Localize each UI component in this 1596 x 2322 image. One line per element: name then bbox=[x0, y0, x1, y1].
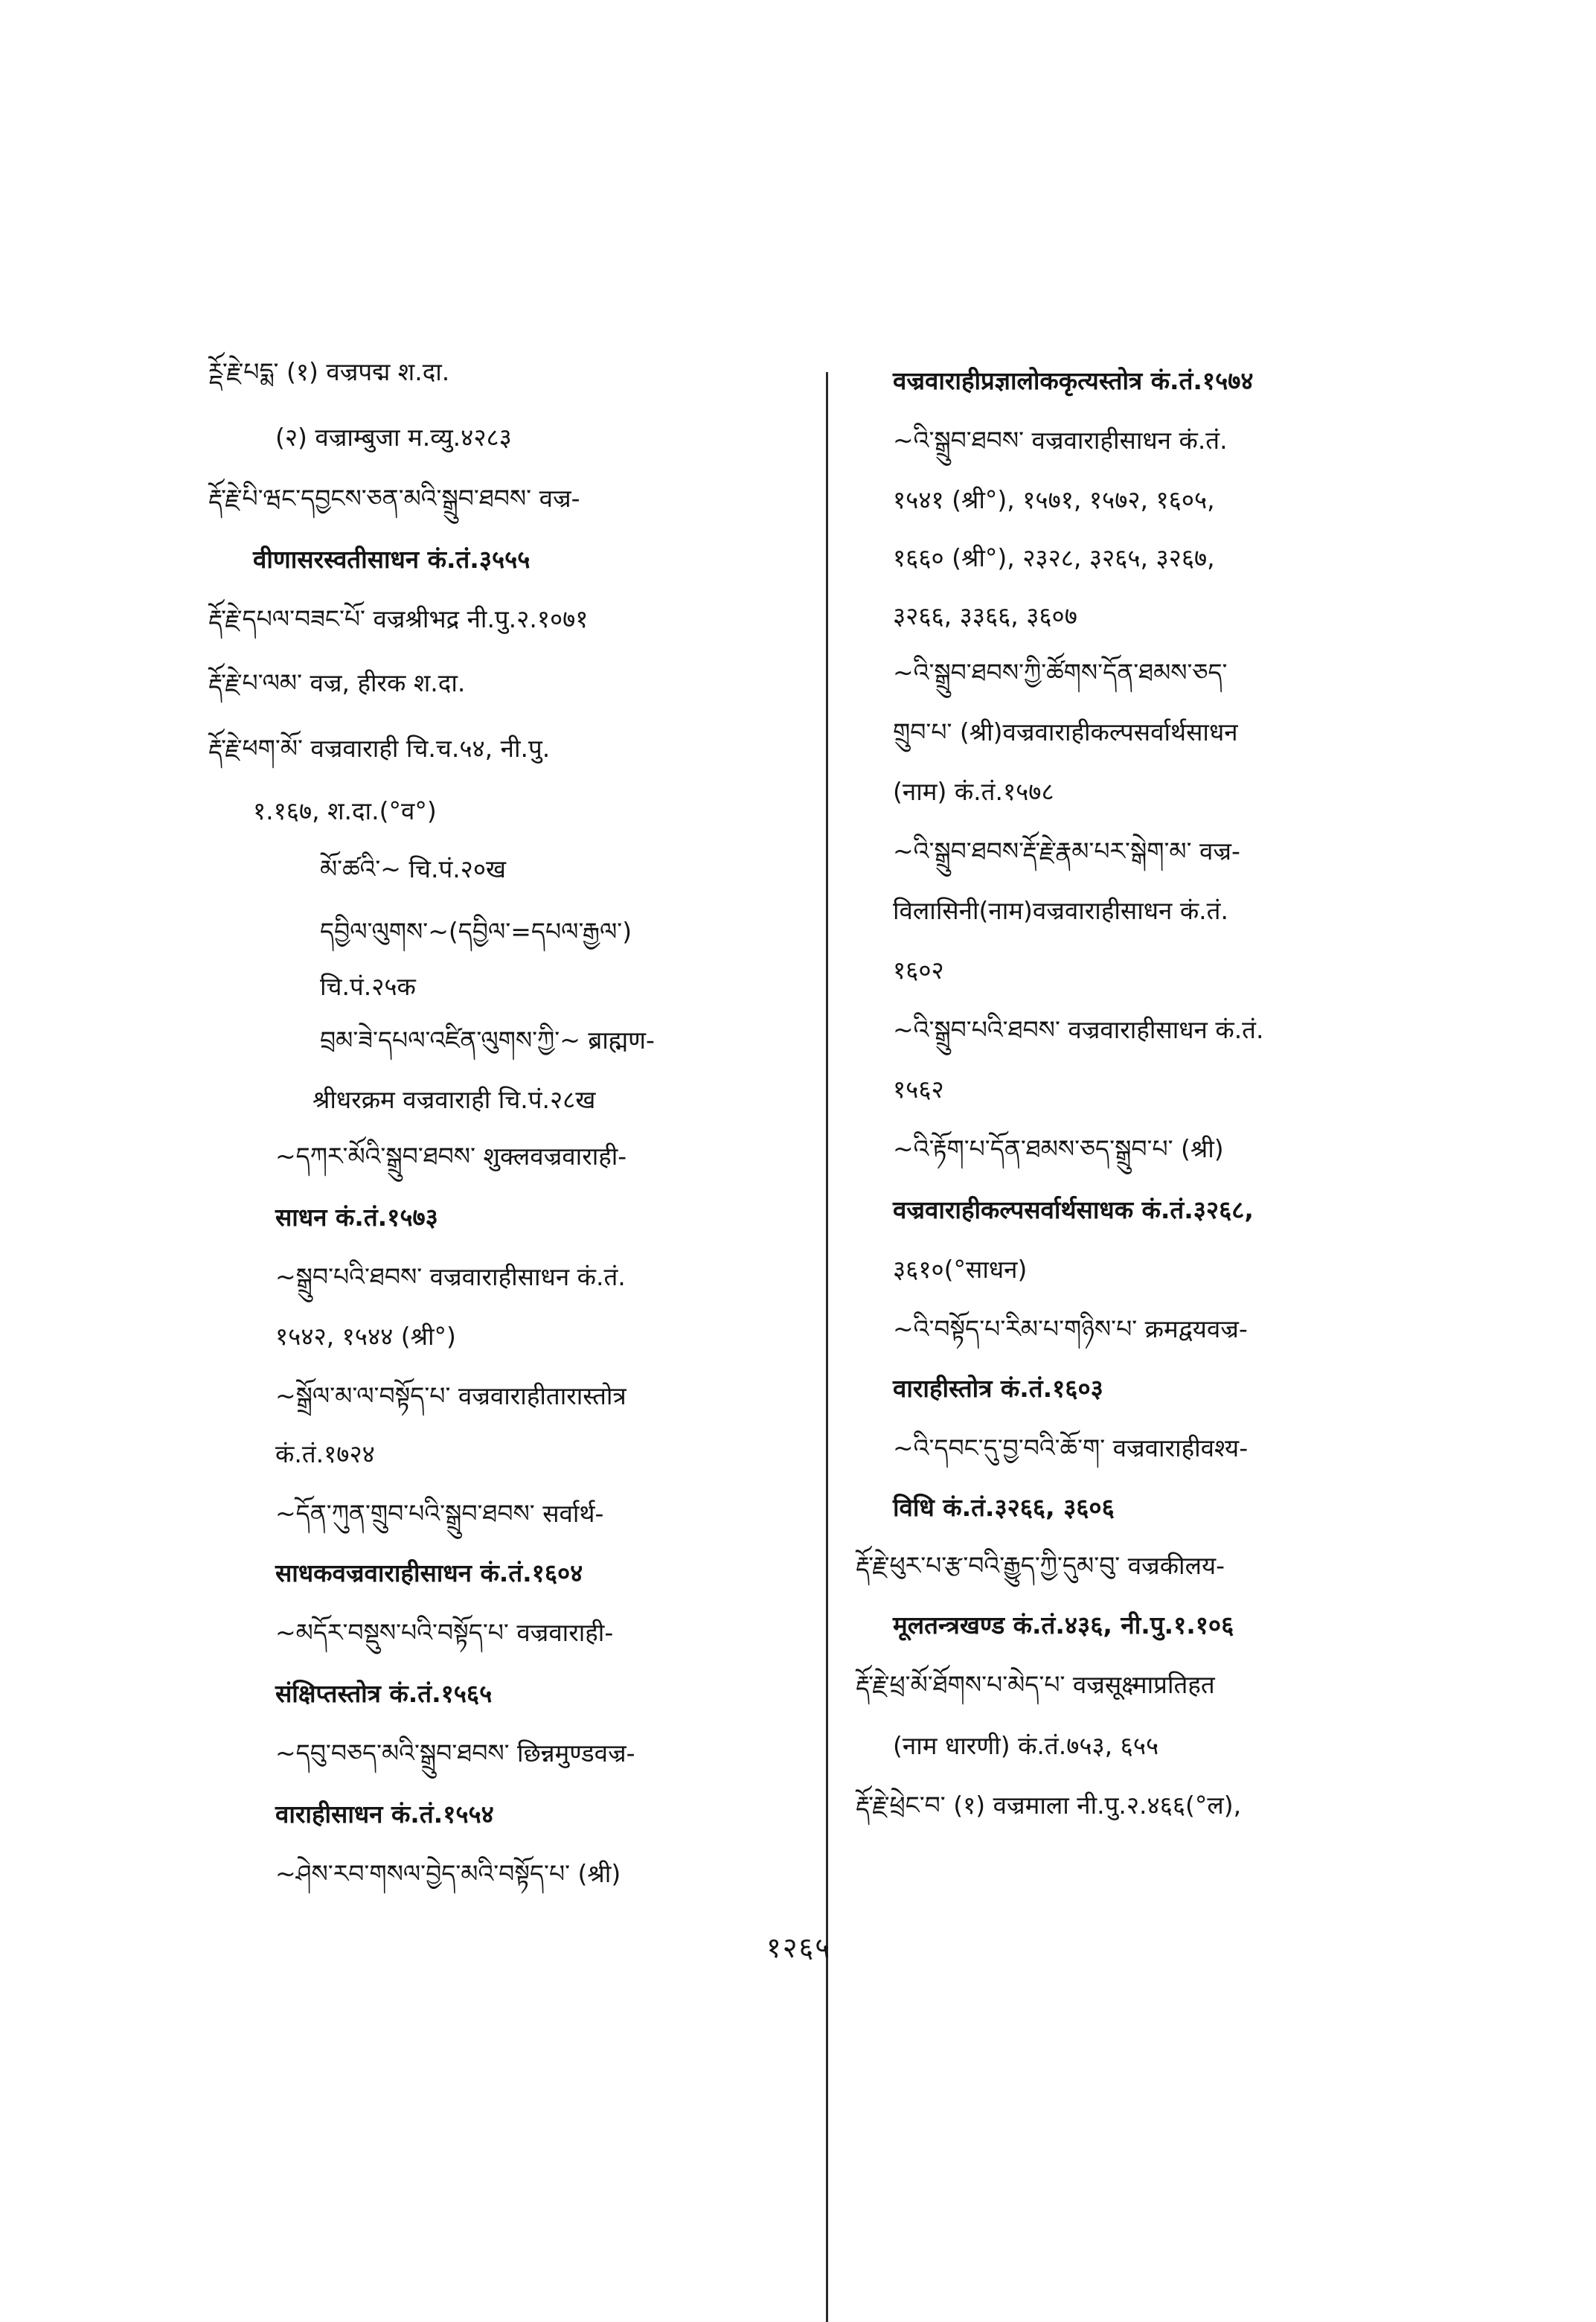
entry-line: वाराहीस्तोत्र कं.तं.१६०३ bbox=[893, 1374, 1103, 1403]
entry-line: ~སྒྲུབ་པའི་ཐབས་ वज्रवाराहीसाधन कं.तं. bbox=[275, 1262, 626, 1291]
column-divider bbox=[826, 372, 828, 2322]
entry-line: १.१६७, श.दा.(°व°) bbox=[253, 796, 437, 825]
entry-line: ~འི་སྒྲུབ་པའི་ཐབས་ वज्रवाराहीसाधन कं.तं. bbox=[893, 1015, 1264, 1044]
entry-line: साधकवज्रवाराहीसाधन कं.तं.१६०४ bbox=[275, 1558, 583, 1587]
entry-line: विलासिनी(नाम)वज्रवाराहीसाधन कं.तं. bbox=[893, 896, 1228, 925]
entry-line: ~འི་བསྟོད་པ་རིམ་པ་གཉིས་པ་ क्रमद्वयवज्र- bbox=[893, 1314, 1248, 1343]
entry-line: विधि कं.तं.३२६६, ३६०६ bbox=[893, 1493, 1115, 1522]
entry-line: རྡོ་རྗེ་ཕག་མོ་ वज्रवाराही चि.च.५४, नी.पु. bbox=[208, 734, 551, 763]
entry-line: རྡོ་རྗེ་དཔལ་བཟང་པོ་ वज्रश्रीभद्र नी.पु.२.१०७१ bbox=[208, 604, 589, 633]
entry-line: གྲུབ་པ་ (श्री)वज्रवाराहीकल्पसर्वार्थसाधन bbox=[893, 717, 1238, 746]
entry-line: ~དོན་ཀུན་གྲུབ་པའི་སྒྲུབ་ཐབས་ सर्वार्थ- bbox=[275, 1499, 604, 1528]
entry-line: ~འི་སྒྲུབ་ཐབས་ वज्रवाराहीसाधन कं.तं. bbox=[893, 426, 1228, 455]
entry-line: རྡོ་རྗེ་པི་ཝང་དབྱངས་ཅན་མའི་སྒྲུབ་ཐབས་ वज्र- bbox=[208, 484, 580, 513]
entry-line: वज्रवाराहीप्रज्ञालोककृत्यस्तोत्र कं.तं.१५७४ bbox=[893, 366, 1254, 395]
entry-line: ~ཤེས་རབ་གསལ་བྱེད་མའི་བསྟོད་པ་ (श्री) bbox=[275, 1859, 621, 1888]
entry-line: རྡོ་རྗེ་ཕུར་པ་རྩ་བའི་རྒྱུད་ཀྱི་དུམ་བུ་ वज्रकीलय- bbox=[856, 1551, 1225, 1580]
entry-line: ~མདོར་བསྡུས་པའི་བསྟོད་པ་ वज्रवाराही- bbox=[275, 1618, 614, 1647]
entry-line: संक्षिप्तस्तोत्र कं.तं.१५६५ bbox=[275, 1679, 493, 1708]
entry-line: ३२६६, ३३६६, ३६०७ bbox=[893, 601, 1077, 630]
entry-line: १५४१ (श्री°), १५७१, १५७२, १६०५, bbox=[893, 485, 1215, 514]
entry-line: कं.तं.१७२४ bbox=[275, 1439, 375, 1468]
entry-line: བྲམ་ཟེ་དཔལ་འཛིན་ལུགས་ཀྱི་~ ब्राह्मण- bbox=[320, 1026, 655, 1055]
entry-line: དབྱིལ་ལུགས་~(དབྱིལ་=དཔལ་རྒྱལ་) bbox=[320, 917, 632, 946]
entry-line: རྡོ་རྗེ་ཕྲེང་བ་ (१) वज्रमाला नी.पु.२.४६६(°ल), bbox=[856, 1791, 1242, 1820]
entry-line: साधन कं.तं.१५७३ bbox=[275, 1203, 438, 1232]
entry-line: ~འི་རྟོག་པ་དོན་ཐམས་ཅད་སྒྲུབ་པ་ (श्री) bbox=[893, 1134, 1224, 1163]
entry-line: ३६१०(°साधन) bbox=[893, 1255, 1028, 1284]
entry-line: श्रीधरक्रम वज्रवाराही चि.पं.२८ख bbox=[313, 1085, 596, 1114]
entry-line: (२) वज्राम्बुजा म.व्यु.४२८३ bbox=[275, 423, 512, 452]
page-number: १२६५ bbox=[766, 1931, 832, 1964]
entry-line: ~སྒྲོལ་མ་ལ་བསྟོད་པ་ वज्रवाराहीतारास्तोत्र bbox=[275, 1381, 626, 1410]
entry-line: १५४२, १५४४ (श्री°) bbox=[275, 1322, 456, 1351]
entry-line: वाराहीसाधन कं.तं.१५५४ bbox=[275, 1800, 494, 1829]
entry-line: वज्रवाराहीकल्पसर्वार्थसाधक कं.तं.३२६८, bbox=[893, 1195, 1254, 1224]
entry-line: वीणासरस्वतीसाधन कं.तं.३५५५ bbox=[253, 545, 531, 574]
entry-line: རྡོ་རྗེ་པ་ལམ་ वज्र, हीरक श.दा. bbox=[208, 668, 466, 697]
entry-line: མོ་ཚའི་~ चि.पं.२०ख bbox=[320, 854, 506, 883]
entry-line: ~འི་སྒྲུབ་ཐབས་རྡོ་རྗེ་རྣམ་པར་སྒེག་མ་ वज्र- bbox=[893, 837, 1240, 866]
entry-line: १६६० (श्री°), २३२८, ३२६५, ३२६७, bbox=[893, 543, 1215, 572]
entry-line: རྡོ་རྗེ་ཕྲ་མོ་ཐོགས་པ་མེད་པ་ वज्रसूक्ष्माप्रतिहत bbox=[856, 1670, 1215, 1699]
entry-line: ཪྡོ་རྗེ་པདྨ་ (१) वज्रपद्म श.दा. bbox=[208, 357, 450, 386]
entry-line: (नाम) कं.तं.१५७८ bbox=[893, 777, 1054, 806]
entry-line: ~དབུ་བཅད་མའི་སྒྲུབ་ཐབས་ छिन्नमुण्डवज्र- bbox=[275, 1739, 635, 1768]
entry-line: १६०२ bbox=[893, 956, 944, 985]
entry-line: ~འི་སྒྲུབ་ཐབས་ཀྱི་ཚོགས་དོན་ཐམས་ཅད་ bbox=[893, 658, 1228, 687]
entry-line: ~འི་དབང་དུ་བྱ་བའི་ཆོ་ག་ वज्रवाराहीवश्य- bbox=[893, 1433, 1249, 1462]
entry-line: १५६२ bbox=[893, 1075, 944, 1104]
entry-line: (नाम धारणी) कं.तं.७५३, ६५५ bbox=[893, 1731, 1159, 1760]
entry-line: मूलतन्त्रखण्ड कं.तं.४३६, नी.पु.१.१०६ bbox=[893, 1611, 1234, 1640]
entry-line: ~དཀར་མོའི་སྒྲུབ་ཐབས་ शुक्लवज्रवाराही- bbox=[275, 1142, 627, 1171]
entry-line: चि.पं.२५क bbox=[320, 972, 416, 1001]
